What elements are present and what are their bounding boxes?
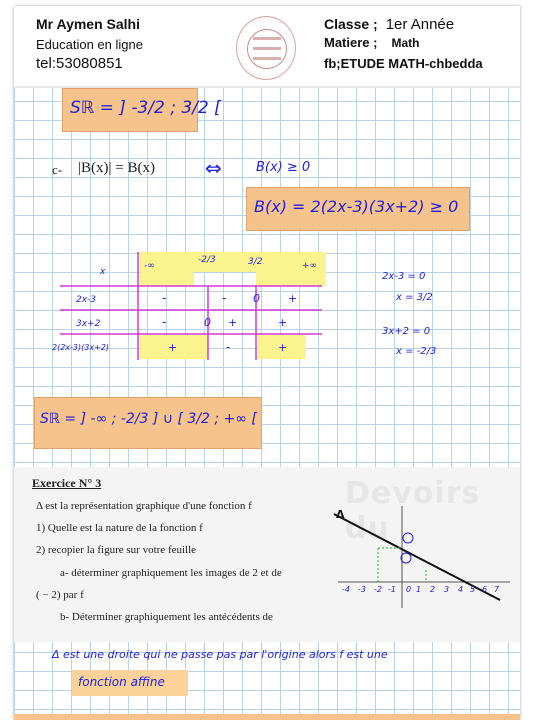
sign-prod-1: + [168, 341, 178, 354]
footer-bar [14, 714, 520, 720]
question-2: 2) recopier la figure sur votre feuille [36, 544, 197, 556]
matiere-value: Math [391, 36, 420, 50]
svg-text:3: 3 [444, 585, 450, 594]
question-2a-cont: ( − 2) par f [36, 589, 84, 601]
sign-2x3-zero: 0 [253, 292, 260, 305]
answer-line-2: fonction affine [78, 675, 165, 689]
header-right [324, 16, 483, 71]
svg-text:7: 7 [494, 585, 500, 594]
matiere-label: Matiere ; [324, 35, 378, 50]
question-2a: a- déterminer graphiquement les images de 2 et de [60, 567, 282, 579]
sign-prod-3: + [278, 341, 288, 354]
school-logo [236, 16, 296, 80]
sign-2x3-2: - [222, 291, 227, 305]
svg-text:4: 4 [458, 585, 464, 594]
sign-3x2-1: - [162, 315, 167, 329]
sign-2x3-3: + [288, 292, 298, 305]
solution-set-2: Sℝ = ] -∞ ; -2/3 ] ∪ [ 3/2 ; +∞ [ [40, 411, 257, 427]
sign-3x2-zero: 0 [204, 316, 211, 329]
marker-circle-3 [403, 533, 413, 543]
exercise-line1: Δ est la représentation graphique d'une fonction f [36, 500, 252, 512]
row-label-2x-3: 2x-3 [76, 295, 97, 305]
sign-table [52, 248, 340, 363]
sign-3x2-2: + [228, 316, 238, 329]
classe-value: 1er Année [385, 16, 455, 33]
header [14, 6, 520, 88]
facebook-page: fb;ETUDE MATH-chbedda [324, 56, 483, 71]
x-minus-inf: -∞ [144, 261, 155, 271]
teacher-name: Mr Aymen Salhi [36, 16, 140, 32]
row-label-3x-2: 3x+2 [76, 319, 101, 329]
row-label-x: x [100, 267, 106, 277]
sign-2x3-1: - [162, 291, 167, 305]
x-root2: 3/2 [248, 257, 263, 267]
classe-label: Classe ; [324, 16, 378, 32]
x-root1: -2/3 [198, 255, 216, 265]
question-1: 1) Quelle est la nature de la fonction f [36, 522, 203, 534]
part-c-equation: |B(x)| = B(x) [78, 160, 155, 176]
svg-text:-3: -3 [358, 585, 366, 594]
side-note-4: x = -2/3 [396, 346, 437, 357]
function-graph [330, 500, 515, 610]
row-label-product: 2(2x-3)(3x+2) [52, 343, 109, 352]
svg-text:5: 5 [470, 585, 476, 594]
side-note-3: 3x+2 = 0 [382, 326, 431, 337]
svg-text:6: 6 [482, 585, 488, 594]
side-note-2: x = 3/2 [396, 292, 433, 303]
sign-3x2-3: + [278, 316, 288, 329]
watermark: Devoirs du [345, 476, 481, 546]
svg-text:-2: -2 [374, 585, 382, 594]
svg-text:-4: -4 [342, 585, 350, 594]
phone-number: tel:53080851 [36, 55, 123, 72]
question-2b: b- Déterminer graphiquement les antécédents de [60, 611, 273, 623]
part-c-label: c- [52, 162, 63, 177]
answer-line-1: Δ est une droite qui ne passe pas par l'origine alors f est une [52, 648, 388, 661]
sign-prod-2: - [226, 340, 231, 354]
svg-text:0: 0 [406, 585, 412, 594]
part-c-condition: B(x) ≥ 0 [256, 160, 311, 175]
x-plus-inf: +∞ [302, 261, 318, 271]
header-left [36, 16, 143, 72]
svg-text:2: 2 [430, 585, 436, 594]
education-label: Education en ligne [36, 37, 143, 52]
graph-delta-label: Δ [336, 508, 345, 521]
side-note-1: 2x-3 = 0 [382, 271, 426, 282]
equivalence-arrow: ⇔ [205, 156, 222, 180]
svg-text:1: 1 [416, 585, 422, 594]
solution-set-1: Sℝ = ] -3/2 ; 3/2 [ [70, 98, 221, 118]
svg-text:-1: -1 [388, 585, 396, 594]
exercise-title: Exercice N° 3 [32, 476, 102, 490]
bx-expression: B(x) = 2(2x-3)(3x+2) ≥ 0 [254, 197, 459, 216]
